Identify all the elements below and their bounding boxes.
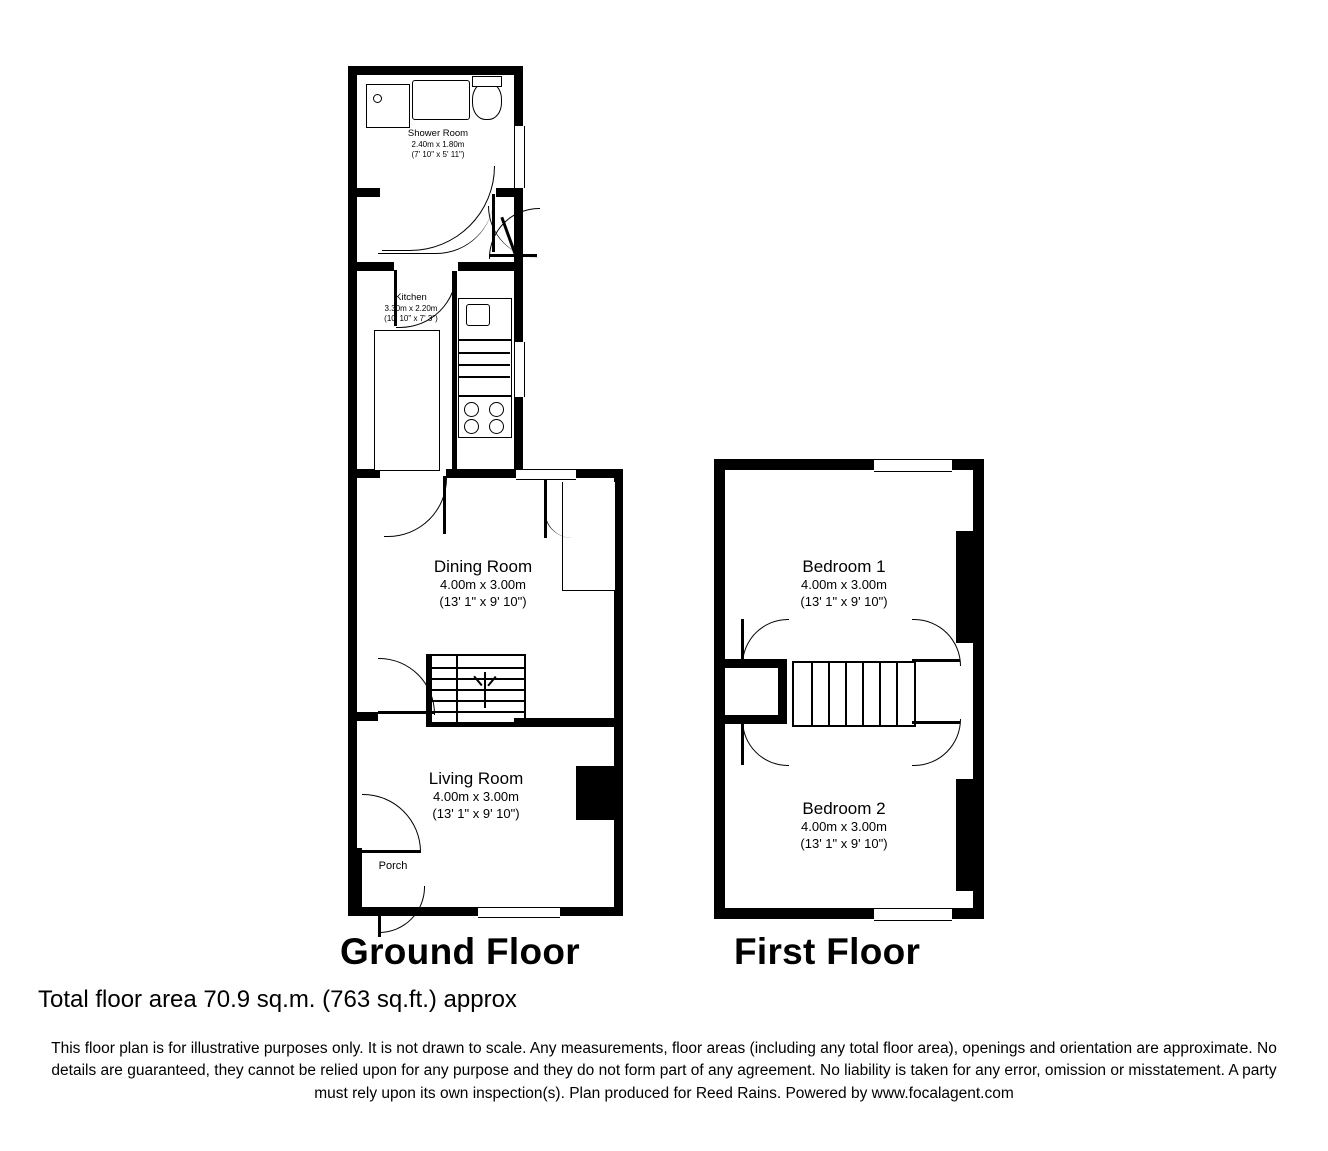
room-label-porch: Porch [378, 860, 408, 872]
toilet-fixture [472, 82, 502, 120]
wall-living-right [614, 712, 623, 916]
wall-shower-bottom-right [496, 188, 523, 197]
room-label-bedroom-2: Bedroom 2 4.00m x 3.00m (13' 1" x 9' 10") [800, 799, 888, 851]
window-dining-top [516, 469, 576, 480]
wall-first-right [973, 459, 984, 919]
stair-riser [896, 663, 898, 725]
window-shower-right [514, 126, 525, 188]
wall-living-left [348, 712, 357, 916]
kitchen-unit-fixture [458, 340, 512, 396]
wall-first-top-left [714, 459, 874, 470]
wall-dining-right [614, 469, 623, 724]
hob-ring-icon-4 [489, 419, 504, 434]
toilet-cistern-fixture [472, 76, 502, 87]
wall-kitchen-left [348, 262, 357, 478]
room-label-living-room: Living Room 4.00m x 3.00m (13' 1" x 9' 10") [428, 769, 524, 821]
wall-first-bottom-right [952, 908, 984, 919]
kitchen-unit-line-1 [458, 352, 510, 354]
door-arc-bedroom2-left [742, 719, 789, 766]
door-arc-kitchen-bottom [384, 478, 447, 537]
stair-direction-arrow [484, 672, 486, 708]
door-arc-bedroom1-left [742, 619, 789, 666]
staircase-ground [430, 654, 526, 724]
sink-bowl-icon [466, 304, 490, 326]
stair-tread [432, 700, 524, 702]
door-arc-bedroom2-right [912, 719, 961, 766]
stair-riser [811, 663, 813, 725]
floor-title-ground: Ground Floor [340, 931, 580, 972]
wall-landing-left [778, 659, 787, 724]
door-leaf-bedroom1-right [912, 659, 960, 662]
window-bedroom1-top [874, 459, 952, 472]
door-leaf-bedroom2-right [912, 721, 960, 724]
door-leaf-living [378, 711, 434, 714]
room-label-bedroom-1: Bedroom 1 4.00m x 3.00m (13' 1" x 9' 10") [800, 557, 888, 609]
wall-shower-top [348, 66, 523, 75]
door-leaf-bedroom2-left [741, 719, 744, 765]
wall-porch-divider [357, 848, 362, 916]
hob-ring-icon-2 [489, 402, 504, 417]
first-floor-plan [714, 459, 984, 972]
window-bedroom2-bottom [874, 908, 952, 921]
door-leaf-porch-inner [362, 850, 420, 853]
wall-living-bottom-right [560, 907, 623, 916]
ground-floor-plan [340, 66, 628, 972]
wall-dining-left [348, 469, 357, 721]
window-kitchen-right [514, 342, 525, 397]
hob-ring-icon-3 [464, 419, 479, 434]
kitchen-worktop-left [374, 330, 440, 471]
total-floor-area: Total floor area 70.9 sq.m. (763 sq.ft.) approx [38, 986, 517, 1013]
shower-drain-icon [373, 94, 382, 103]
wall-shower-right [514, 66, 523, 126]
door-leaf-bedroom1-left [741, 619, 744, 665]
kitchen-unit-line-3 [458, 376, 510, 378]
staircase-first [792, 661, 916, 727]
stair-tread [432, 711, 524, 713]
stair-string [456, 656, 458, 722]
wall-shower-left [348, 66, 357, 266]
wall-kitchen-bottom-right [446, 469, 523, 478]
door-arc-dining-top [544, 480, 573, 538]
room-label-shower-room: Shower Room 2.40m x 1.80m (7' 10" x 5' 11") [407, 128, 469, 159]
stair-riser [862, 663, 864, 725]
stair-tread [432, 667, 524, 669]
hob-ring-icon-1 [464, 402, 479, 417]
door-leaf-kitchen-bottom [443, 476, 446, 534]
stair-riser [879, 663, 881, 725]
chimney-breast-bedroom2 [956, 779, 973, 891]
stair-riser [828, 663, 830, 725]
wall-dining-living-divider-right [514, 718, 623, 727]
room-label-kitchen: Kitchen 3.30m x 2.20m (10' 10" x 7' 3") [384, 292, 438, 323]
door-arc-shower-room-2 [382, 166, 495, 251]
chimney-breast-bedroom1 [956, 531, 973, 643]
room-label-dining-room: Dining Room 4.00m x 3.00m (13' 1" x 9' 10") [433, 557, 533, 609]
stair-riser [845, 663, 847, 725]
door-leaf-dining-top [544, 480, 547, 538]
wall-porch-top [348, 848, 357, 857]
shower-tray-fixture [366, 84, 410, 128]
wall-shower-bottom-left [348, 188, 380, 197]
window-living-bottom [478, 907, 560, 918]
door-arc-porch-outer [378, 886, 425, 933]
floor-title-first: First Floor [734, 931, 921, 972]
wall-first-left [714, 459, 725, 919]
stair-tread [432, 689, 524, 691]
basin-counter-fixture [412, 80, 470, 120]
kitchen-unit-line-2 [458, 364, 510, 366]
disclaimer-text: This floor plan is for illustrative purposes only. It is not drawn to scale. Any measurements, floor areas (including any total floor area), openings and orientation are approximate. No details are guaranteed, they cannot be relied upon for any purpose and they do not form part of any agreement. No liability is taken for any error, omission or misstatement. A party must rely upon its own inspection(s). Plan produced for Reed Rains. Powered by www.focalagent.com [51, 1040, 1277, 1102]
wall-first-bottom-left [714, 908, 874, 919]
